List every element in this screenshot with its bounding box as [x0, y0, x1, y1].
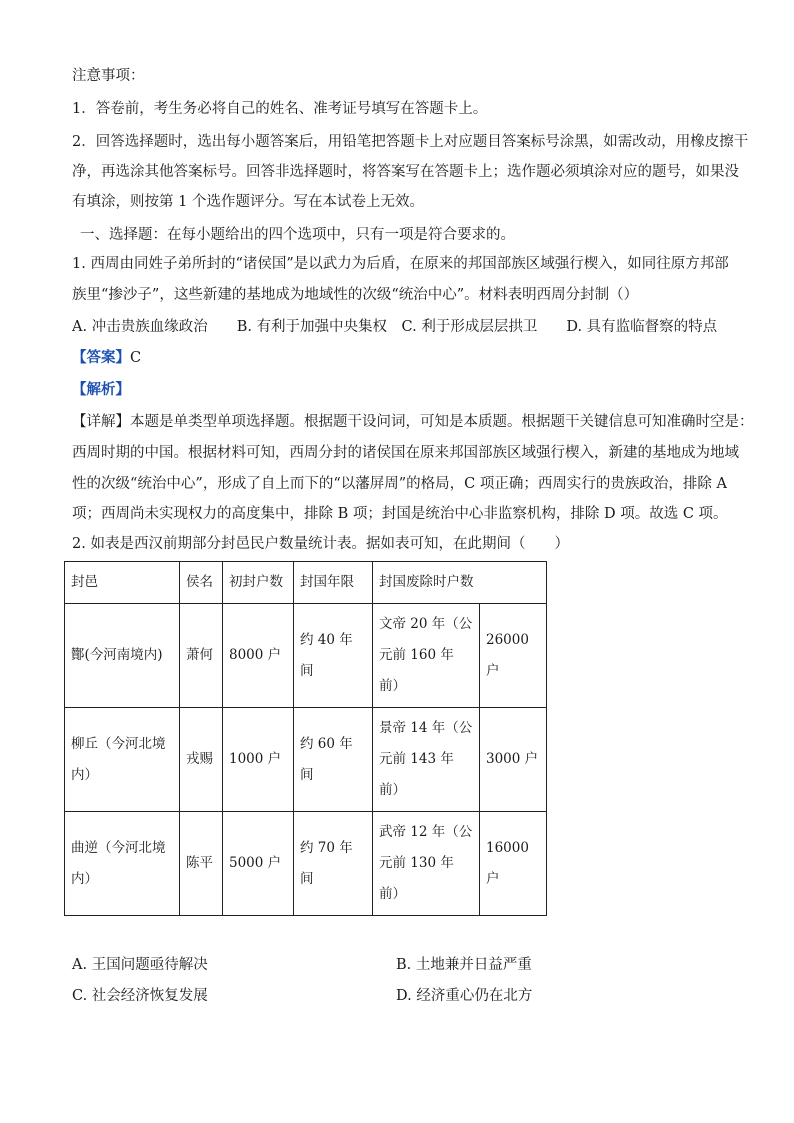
q2-option-b: B. 土地兼并日益严重 — [396, 957, 532, 973]
table-row — [65, 604, 547, 708]
cell-abolish-year: 景帝 14 年（公元前 143 年前） — [373, 708, 480, 812]
table-row — [65, 812, 547, 916]
header-abolish-households: 封国废除时户数 — [373, 562, 547, 604]
notice-item-2-line-2: 净，再选涂其他答案标号。回答非选择题时，将答案写在答题卡上；选作题必须填涂对应的题号，如果没 — [72, 164, 739, 180]
q1-detail-line-2: 西周时期的中国。根据材料可知，西周分封的诸侯国在原来邦国部族区域强行楔入，新建的基地成为地域 — [72, 445, 739, 461]
q1-answer — [72, 344, 722, 372]
cell-lord: 萧何 — [180, 604, 223, 708]
notice-item-2-line-3: 有填涂，则按第 1 个选作题评分。写在本试卷上无效。 — [72, 194, 424, 210]
q2-option-d: D. 经济重心仍在北方 — [396, 988, 533, 1004]
cell-fief: 酇(今河南境内) — [65, 604, 180, 708]
header-fief: 封邑 — [65, 562, 180, 604]
analysis-label: 【解析】 — [72, 381, 130, 398]
q1-detail-line-4: 项；西周尚未实现权力的高度集中，排除 B 项；封国是统治中心非监察机构，排除 D 项。故选 C 项。 — [72, 506, 728, 522]
cell-abolish-year: 文帝 20 年（公元前 160 年前） — [373, 604, 480, 708]
cell-years: 约 70 年间 — [294, 812, 373, 916]
cell-years: 约 40 年间 — [294, 604, 373, 708]
cell-abolish-households: 26000 户 — [480, 604, 547, 708]
cell-lord: 戎赐 — [180, 708, 223, 812]
notice-item-2-line-1: 2．回答选择题时，选出每小题答案后，用铅笔把答题卡上对应题目答案标号涂黑，如需改动，用橡皮擦干 — [72, 134, 749, 150]
cell-initial: 1000 户 — [223, 708, 294, 812]
q2-option-c: C. 社会经济恢复发展 — [72, 988, 208, 1004]
cell-abolish-households: 3000 户 — [480, 708, 547, 812]
cell-years: 约 60 年间 — [294, 708, 373, 812]
cell-abolish-year: 武帝 12 年（公元前 130 年前） — [373, 812, 480, 916]
cell-lord: 陈平 — [180, 812, 223, 916]
q2-option-a: A. 王国问题亟待解决 — [72, 957, 208, 973]
section-1-heading: 一、选择题：在每小题给出的四个选项中，只有一项是符合要求的。 — [80, 227, 515, 243]
notice-title: 注意事项： — [72, 68, 145, 84]
table-row — [65, 708, 547, 812]
header-lord: 侯名 — [180, 562, 223, 604]
header-years: 封国年限 — [294, 562, 373, 604]
q1-stem-line-2: 族里“掺沙子”，这些新建的基地成为地域性的次级“统治中心”。材料表明西周分封制（） — [72, 287, 639, 303]
q1-detail-line-3: 性的次级“统治中心”，形成了自上而下的“以藩屏周”的格局，C 项正确；西周实行的贵族政治，排除 A — [72, 476, 727, 492]
cell-initial: 8000 户 — [223, 604, 294, 708]
q1-options: A. 冲击贵族血缘政治 B. 有利于加强中央集权 C. 利于形成层层拱卫 D. 具有监临督察的特点 — [72, 319, 718, 335]
q2-stem: 2. 如表是西汉前期部分封邑民户数量统计表。据如表可知，在此期间（ ） — [72, 536, 569, 552]
fief-households-table — [64, 561, 547, 916]
table-header-row — [65, 562, 547, 604]
answer-value: C — [130, 350, 142, 366]
cell-fief: 柳丘（今河北境内） — [65, 708, 180, 812]
notice-item-1: 1．答卷前，考生务必将自己的姓名、准考证号填写在答题卡上。 — [72, 101, 488, 117]
cell-initial: 5000 户 — [223, 812, 294, 916]
cell-fief: 曲逆（今河北境内） — [65, 812, 180, 916]
cell-abolish-households: 16000 户 — [480, 812, 547, 916]
answer-label: 【答案】 — [72, 349, 130, 366]
q1-stem-line-1: 1. 西周由同姓子弟所封的“诸侯国”是以武力为后盾，在原来的邦国部族区域强行楔入，如同往原方邦部 — [72, 256, 729, 272]
q1-analysis-label — [72, 376, 722, 404]
q1-detail-line-1: 【详解】本题是单类型单项选择题。根据题干设问词，可知是本质题。根据题干关键信息可知准确时空是： — [72, 414, 754, 430]
header-initial-households: 初封户数 — [223, 562, 294, 604]
